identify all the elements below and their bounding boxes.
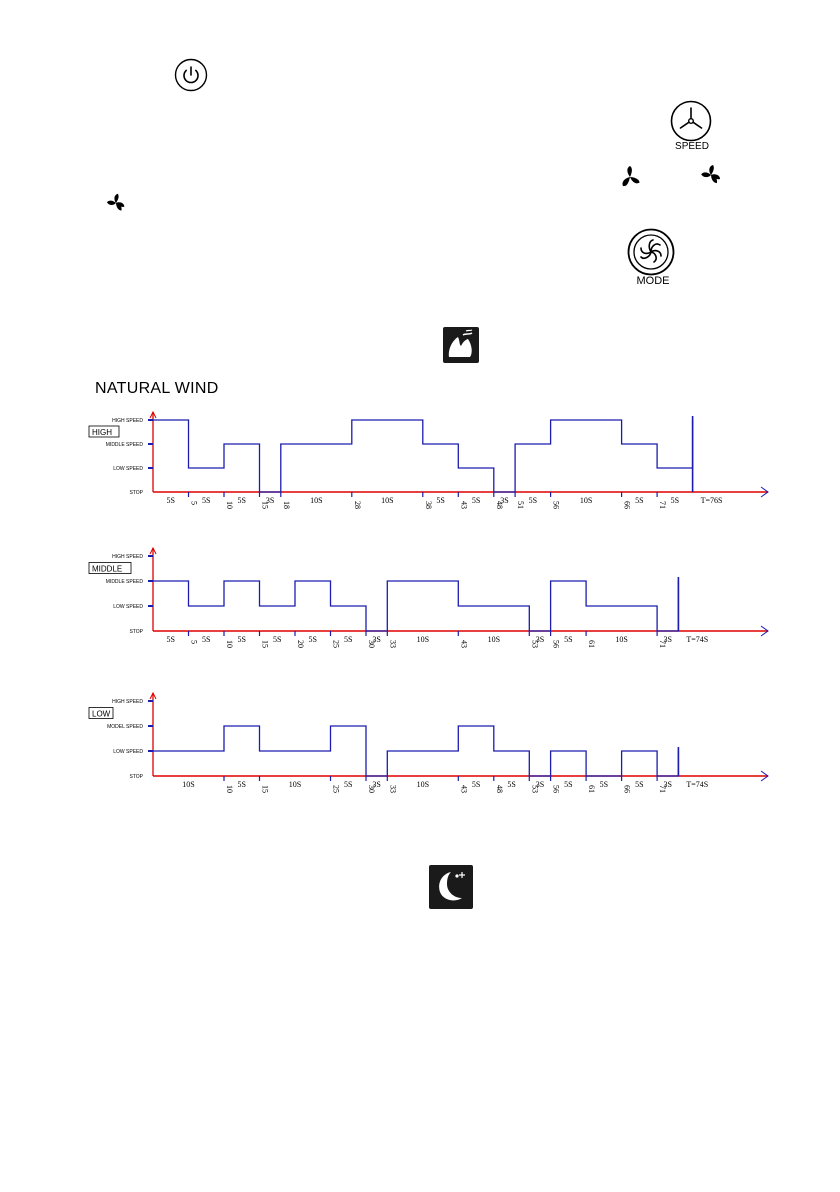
y-level-label: STOP (129, 774, 143, 780)
duration-label: 3S (500, 496, 509, 505)
speed-label: SPEED (675, 141, 709, 152)
total-time-label: T=74S (686, 780, 709, 789)
duration-label: 3S (372, 780, 381, 789)
x-tick-label: 20 (296, 640, 305, 648)
duration-label: 10S (615, 635, 628, 644)
x-tick-label: 15 (260, 640, 270, 648)
natural-wind-low-chart (80, 690, 780, 810)
x-tick-label: 30 (367, 785, 376, 793)
y-level-label: STOP (129, 629, 143, 635)
x-tick-label: 15 (260, 501, 270, 509)
natural-wind-high-chart (80, 405, 780, 530)
y-level-label: MIDDLE SPEED (105, 442, 143, 448)
x-tick-label: 33 (388, 640, 398, 648)
x-tick-label: 43 (459, 501, 469, 509)
speed-step-line (153, 420, 693, 492)
x-tick-label: 10 (225, 640, 234, 648)
x-tick-label: 43 (459, 785, 469, 793)
y-level-label: LOW SPEED (113, 466, 143, 472)
x-tick-label: 51 (516, 501, 526, 509)
mode-tag-label: LOW (92, 709, 111, 719)
x-tick-label: 15 (260, 785, 270, 793)
duration-label: 5S (599, 780, 609, 789)
duration-label: 10S (416, 635, 430, 644)
duration-label: 5S (166, 635, 175, 644)
duration-label: 3S (535, 780, 545, 789)
duration-label: 5S (308, 635, 317, 644)
x-tick-label: 56 (551, 640, 561, 648)
mode-tag-label: HIGH (92, 428, 112, 437)
total-time-label: T=74S (686, 635, 709, 644)
x-tick-label: 43 (459, 640, 469, 648)
x-tick-label: 25 (331, 640, 341, 648)
x-tick-label: 48 (494, 785, 504, 793)
x-tick-label: 56 (551, 785, 561, 793)
y-level-label: LOW SPEED (113, 749, 143, 755)
duration-label: 3S (663, 780, 672, 789)
fan-icon (617, 164, 643, 190)
mode-label: MODE (636, 275, 670, 287)
duration-label: 5S (166, 496, 175, 505)
duration-label: 5S (237, 780, 246, 789)
x-tick-label: 61 (587, 640, 597, 648)
x-tick-label: 5 (189, 640, 199, 644)
x-tick-label: 48 (494, 501, 504, 509)
speed-dial-icon[interactable] (670, 100, 712, 142)
duration-label: 3S (535, 635, 545, 644)
x-tick-label: 33 (388, 785, 398, 793)
duration-label: 5S (635, 780, 644, 789)
x-tick-label: 66 (622, 785, 632, 793)
x-tick-label: 71 (658, 501, 668, 509)
y-level-label: STOP (129, 490, 143, 496)
duration-label: 5S (344, 635, 353, 644)
duration-label: 5S (344, 780, 353, 789)
x-tick-label: 38 (423, 501, 433, 509)
duration-label: 5S (528, 496, 538, 505)
x-tick-label: 30 (367, 640, 376, 648)
y-level-label: HIGH SPEED (112, 418, 143, 424)
natural-wind-middle-chart (80, 545, 780, 665)
x-tick-label: 18 (281, 501, 291, 509)
x-tick-label: 53 (530, 785, 540, 793)
x-tick-label: 71 (658, 785, 668, 793)
duration-label: 10S (416, 780, 430, 789)
speed-step-line (153, 726, 678, 776)
x-tick-label: 28 (352, 501, 362, 509)
duration-label: 3S (265, 496, 275, 505)
natural-wind-leaf-icon (443, 327, 479, 363)
duration-label: 10S (381, 496, 394, 505)
x-tick-label: 66 (622, 501, 632, 509)
duration-label: 10S (182, 780, 195, 789)
y-level-label: MODEL SPEED (107, 724, 143, 730)
x-tick-label: 10 (225, 785, 234, 793)
duration-label: 5S (670, 496, 680, 505)
duration-label: 5S (471, 780, 481, 789)
fan-icon (698, 162, 724, 188)
speed-step-line (153, 581, 678, 631)
duration-label: 3S (663, 635, 672, 644)
duration-label: 5S (237, 635, 246, 644)
y-level-label: MIDDLE SPEED (105, 579, 143, 585)
duration-label: 10S (310, 496, 323, 505)
x-tick-label: 5 (189, 501, 199, 505)
mode-swirl-icon[interactable] (627, 228, 675, 276)
y-level-label: HIGH SPEED (112, 554, 143, 560)
power-icon[interactable] (174, 58, 208, 92)
duration-label: 5S (635, 496, 644, 505)
duration-label: 5S (273, 635, 282, 644)
y-level-label: HIGH SPEED (112, 699, 143, 705)
mode-tag-label: MIDDLE (92, 564, 123, 574)
x-tick-label: 10 (225, 501, 234, 509)
total-time-label: T=76S (700, 496, 723, 505)
x-tick-label: 53 (530, 640, 540, 648)
duration-label: 5S (436, 496, 445, 505)
fan-icon (104, 191, 128, 215)
duration-label: 5S (202, 635, 211, 644)
duration-label: 5S (564, 780, 573, 789)
sleep-moon-icon (429, 865, 473, 909)
duration-label: 5S (202, 496, 211, 505)
duration-label: 5S (471, 496, 481, 505)
x-tick-label: 71 (658, 640, 668, 648)
section-title: NATURAL WIND (95, 380, 219, 397)
duration-label: 5S (237, 496, 246, 505)
duration-label: 5S (507, 780, 516, 789)
duration-label: 10S (288, 780, 302, 789)
x-tick-label: 61 (587, 785, 597, 793)
duration-label: 10S (487, 635, 501, 644)
y-level-label: LOW SPEED (113, 604, 143, 610)
duration-label: 10S (579, 496, 593, 505)
x-tick-label: 25 (331, 785, 341, 793)
duration-label: 3S (372, 635, 381, 644)
x-tick-label: 56 (551, 501, 561, 509)
duration-label: 5S (564, 635, 573, 644)
